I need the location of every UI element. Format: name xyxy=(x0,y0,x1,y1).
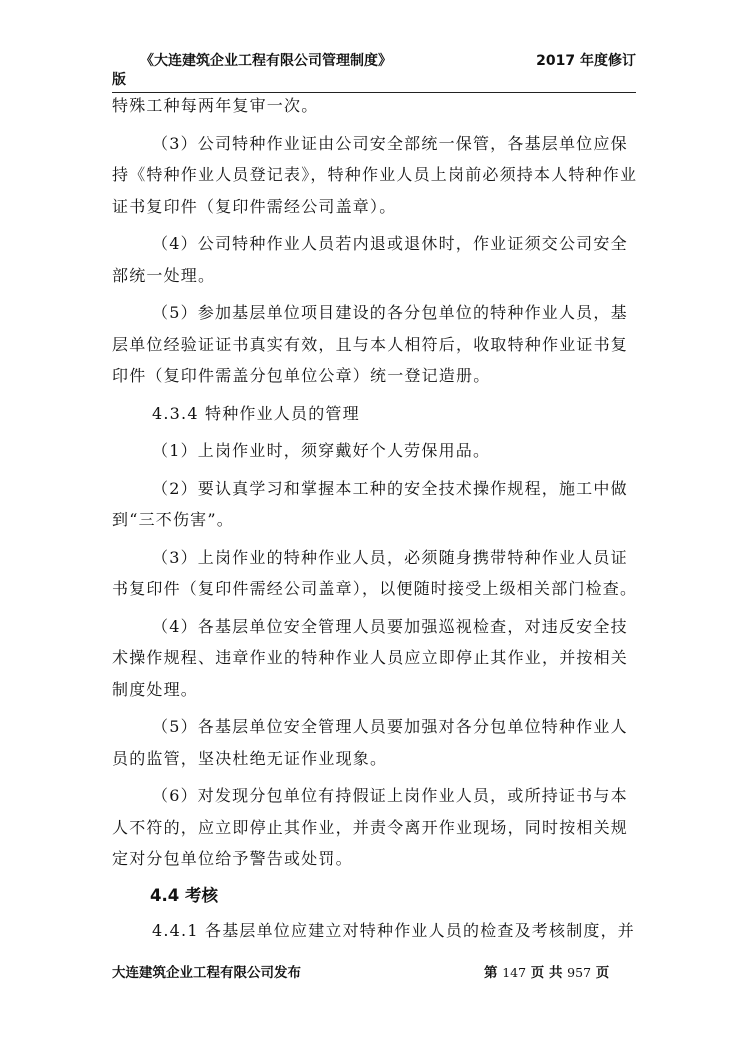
paragraph: 4.4.1 各基层单位应建立对特种作业人员的检查及考核制度，并 xyxy=(152,920,635,940)
paragraph: （2）要认真学习和掌握本工种的安全技术操作规程，施工中做到“三不伤害”。 xyxy=(112,478,628,529)
page-current: 147 xyxy=(502,965,527,980)
page-header xyxy=(112,52,636,93)
document-title: 《大连建筑企业工程有限公司管理制度》 xyxy=(140,53,392,69)
page-suffix: 页 xyxy=(595,965,610,981)
paragraph: （4）公司特种作业人员若内退或退休时，作业证须交公司安全部统一处理。 xyxy=(112,234,628,285)
paragraph: （3）公司特种作业证由公司安全部统一保管，各基层单位应保持《特种作业人员登记表》，特种作业人员上岗前必须持本人特种作业证书复印件（复印件需经公司盖章）。 xyxy=(112,133,638,216)
paragraph: （4）各基层单位安全管理人员要加强巡视检查，对违反安全技术操作规程、违章作业的特种作业人员应立即停止其作业，并按相关制度处理。 xyxy=(112,616,629,699)
subsection-heading: 4.3.4 特种作业人员的管理 xyxy=(152,403,360,423)
paragraph: 特殊工种每两年复审一次。 xyxy=(112,96,319,115)
edition-label: 2017 年度修订 xyxy=(536,53,636,69)
paragraph: （3）上岗作业的特种作业人员，必须随身携带特种作业人员证书复印件（复印件需经公司盖章），以便随时接受上级相关部门检查。 xyxy=(112,547,638,598)
paragraph: （6）对发现分包单位有持假证上岗作业人员，或所持证书与本人不符的，应立即停止其作业，并责令离开作业现场，同时按相关规定对分包单位给予警告或处罚。 xyxy=(112,786,629,868)
paragraph: （5）各基层单位安全管理人员要加强对各分包单位特种作业人员的监管，坚决杜绝无证作业现象。 xyxy=(112,717,628,768)
edition-label-wrap: 版 xyxy=(112,72,126,88)
page-footer xyxy=(112,961,612,981)
section-heading: 4.4 考核 xyxy=(150,885,218,905)
page-number xyxy=(484,961,609,981)
document-body xyxy=(112,90,642,946)
page-mid: 页 共 xyxy=(530,965,563,981)
publisher-label: 大连建筑企业工程有限公司发布 xyxy=(112,965,301,981)
page-prefix: 第 xyxy=(484,965,498,981)
page-total: 957 xyxy=(567,965,592,980)
paragraph: （1）上岗作业时，须穿戴好个人劳保用品。 xyxy=(152,441,491,460)
paragraph: （5）参加基层单位项目建设的各分包单位的特种作业人员，基层单位经验证证书真实有效，且与本人相符后，收取特种作业证书复印件（复印件需盖分包单位公章）统一登记造册。 xyxy=(112,303,629,385)
